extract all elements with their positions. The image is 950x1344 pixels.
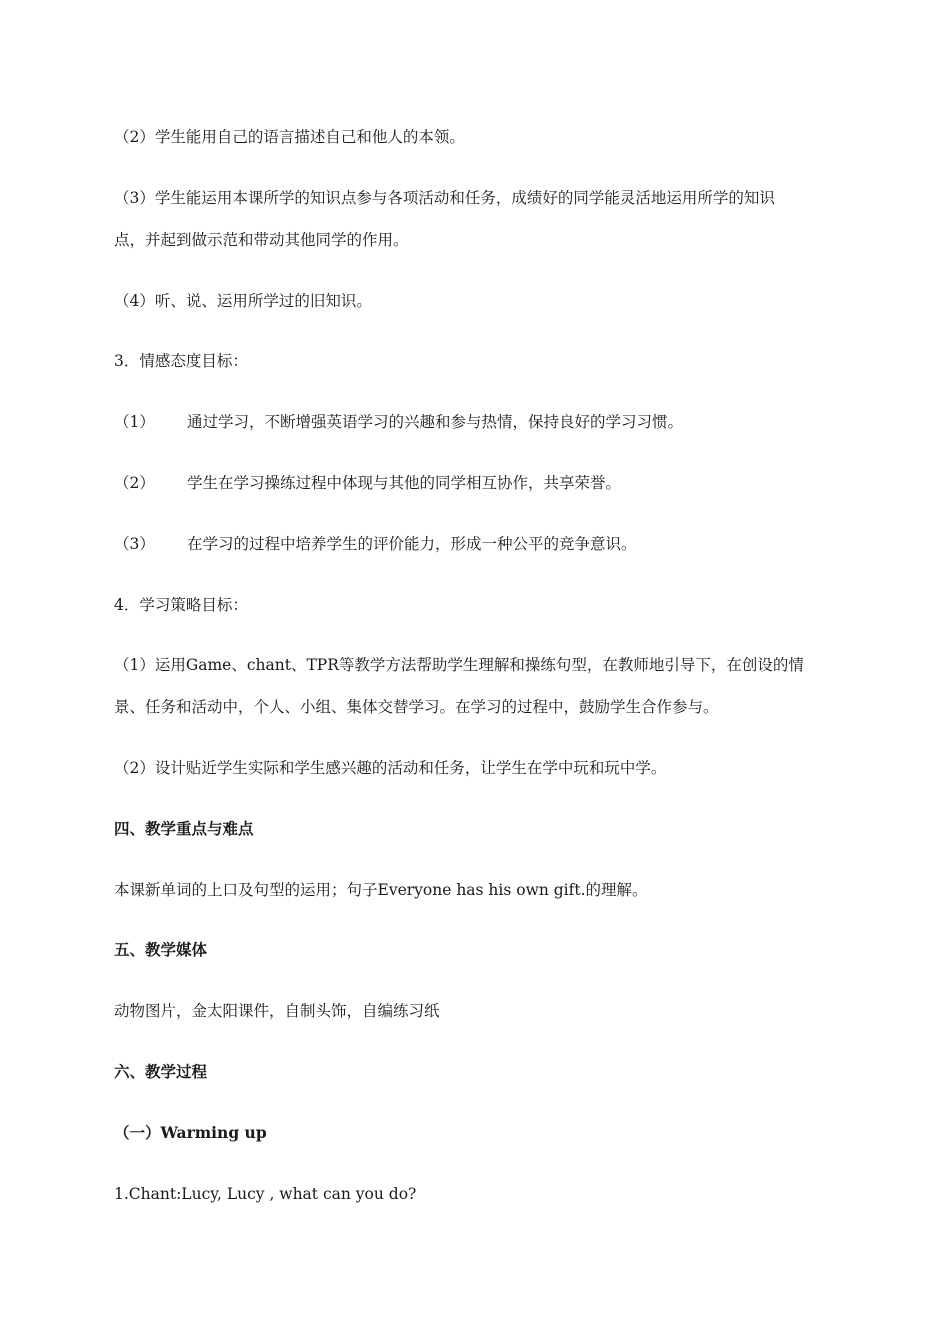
affective-goal-1-number: （1） — [114, 413, 155, 431]
section-4-body: 本课新单词的上口及句型的运用；句子Everyone has his own gift.的理解。 — [114, 881, 648, 899]
affective-goal-3 — [114, 533, 838, 555]
strategy-2: （2）设计贴近学生实际和学生感兴趣的活动和任务，让学生在学中玩和玩中学。 — [114, 759, 667, 777]
strategy-1-line1: （1）运用Game、chant、TPR等教学方法帮助学生理解和操练句型，在教师地引导下，在创设的情 — [114, 656, 804, 674]
affective-goal-2 — [114, 472, 838, 494]
affective-goal-3-number: （3） — [114, 535, 155, 553]
objective-3-line1: （3）学生能运用本课所学的知识点参与各项活动和任务，成绩好的同学能灵活地运用所学的知识 — [114, 189, 775, 207]
heading-affective-goals: 3．情感态度目标： — [114, 352, 248, 370]
affective-goal-2-number: （2） — [114, 474, 155, 492]
section-6-heading: 六、教学过程 — [114, 1062, 208, 1081]
affective-goal-3-text: 在学习的过程中培养学生的评价能力，形成一种公平的竞争意识。 — [187, 535, 637, 553]
affective-goal-1 — [114, 411, 838, 433]
affective-goal-1-text: 通过学习，不断增强英语学习的兴趣和参与热情，保持良好的学习习惯。 — [187, 413, 684, 431]
objective-2: （2）学生能用自己的语言描述自己和他人的本领。 — [114, 128, 465, 146]
section-4-heading: 四、教学重点与难点 — [114, 819, 254, 838]
section-5-heading: 五、教学媒体 — [114, 940, 208, 959]
heading-learning-strategy: 4．学习策略目标： — [114, 596, 248, 614]
warming-up-heading: （一）Warming up — [114, 1123, 267, 1142]
objective-3-line2: 点，并起到做示范和带动其他同学的作用。 — [114, 231, 409, 249]
section-5-body: 动物图片，金太阳课件，自制头饰，自编练习纸 — [114, 1002, 440, 1020]
chant-line: 1.Chant:Lucy, Lucy , what can you do? — [114, 1185, 417, 1203]
affective-goal-2-text: 学生在学习操练过程中体现与其他的同学相互协作，共享荣誉。 — [187, 474, 622, 492]
strategy-1-line2: 景、任务和活动中，个人、小组、集体交替学习。在学习的过程中，鼓励学生合作参与。 — [114, 698, 719, 716]
objective-4: （4）听、说、运用所学过的旧知识。 — [114, 292, 372, 310]
